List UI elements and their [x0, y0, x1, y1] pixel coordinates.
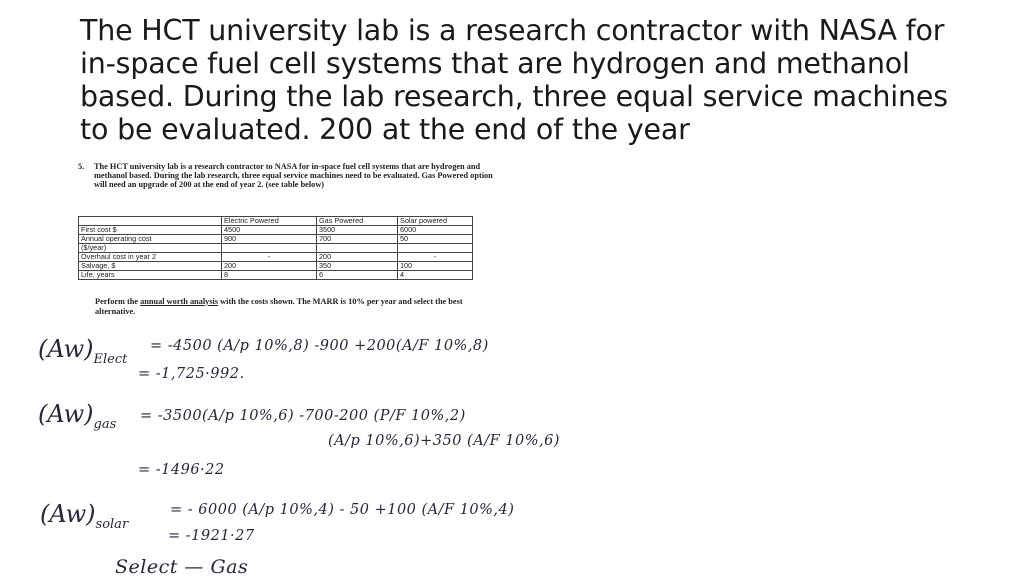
table-row: [79, 253, 473, 262]
aw-solar-result: = -1921·27: [168, 528, 255, 544]
instruction-emphasis: annual worth analysis: [140, 297, 219, 306]
aw-gas-result: = -1496·22: [138, 462, 225, 478]
table-row: [79, 271, 473, 280]
aw-electric-result: = -1,725·992.: [138, 366, 245, 382]
aw-electric-label: $(Aw)_{Elect}$: [38, 335, 128, 367]
table-cell: -: [222, 253, 317, 262]
aw-gas-equation-continued: (A/p 10%,6)+350 (A/F 10%,6): [328, 433, 560, 449]
table-cell: 100: [398, 262, 473, 271]
table-cell: Life, years: [79, 271, 222, 280]
table-cell: First cost $: [79, 226, 222, 235]
table-cell: 4500: [222, 226, 317, 235]
problem-number: 5.: [78, 162, 85, 171]
instruction-text: with the costs shown. The MARR is 10% per year and select the best alternative.: [95, 297, 463, 316]
table-cell: -: [398, 253, 473, 262]
problem-instruction: [95, 297, 495, 317]
instruction-text: Perform the: [95, 297, 141, 306]
selection-note: Select — Gas: [115, 556, 249, 578]
table-header: Solar powered: [398, 217, 473, 226]
table-cell: 200: [222, 262, 317, 271]
table-cell: 6: [317, 271, 398, 280]
table-header: Electric Powered: [222, 217, 317, 226]
table-cell: 700: [317, 235, 398, 244]
cost-table: [78, 216, 473, 280]
table-row: [79, 235, 473, 244]
table-cell: 350: [317, 262, 398, 271]
table-cell: 200: [317, 253, 398, 262]
aw-gas-equation: = -3500(A/p 10%,6) -700-200 (P/F 10%,2): [140, 408, 466, 424]
aw-solar-equation: = - 6000 (A/p 10%,4) - 50 +100 (A/F 10%,4): [170, 502, 515, 518]
table-cell: ($/year): [79, 244, 222, 253]
aw-solar-label: $(Aw)_{solar}$: [40, 500, 129, 532]
table-cell: Overhaul cost in year 2: [79, 253, 222, 262]
aw-gas-label: $(Aw)_{gas}$: [38, 400, 117, 432]
table-cell: 900: [222, 235, 317, 244]
problem-statement: [78, 162, 508, 190]
slide-title: The HCT university lab is a research contractor with NASA for in-space fuel cell systems that are hydrogen and methanol based. During the lab research, three equal service machines to be evaluated. 200 at the end of the year: [80, 14, 948, 146]
table-header: Gas Powered: [317, 217, 398, 226]
aw-electric-equation: = -4500 (A/p 10%,8) -900 +200(A/F 10%,8): [150, 338, 489, 354]
table-cell: 8: [222, 271, 317, 280]
table-row: [79, 262, 473, 271]
problem-text: The HCT university lab is a research contractor to NASA for in-space fuel cell systems that are hydrogen and methanol based. During the lab research, three equal service machines need to be evaluated. Gas Powered option will need an upgrade of 200 at the end of year 2. (see table below): [94, 162, 493, 190]
table-cell: 6000: [398, 226, 473, 235]
table-cell: Annual operating cost: [79, 235, 222, 244]
table-cell: 3500: [317, 226, 398, 235]
table-cell: 50: [398, 235, 473, 244]
table-cell: 4: [398, 271, 473, 280]
table-cell: Salvage, $: [79, 262, 222, 271]
